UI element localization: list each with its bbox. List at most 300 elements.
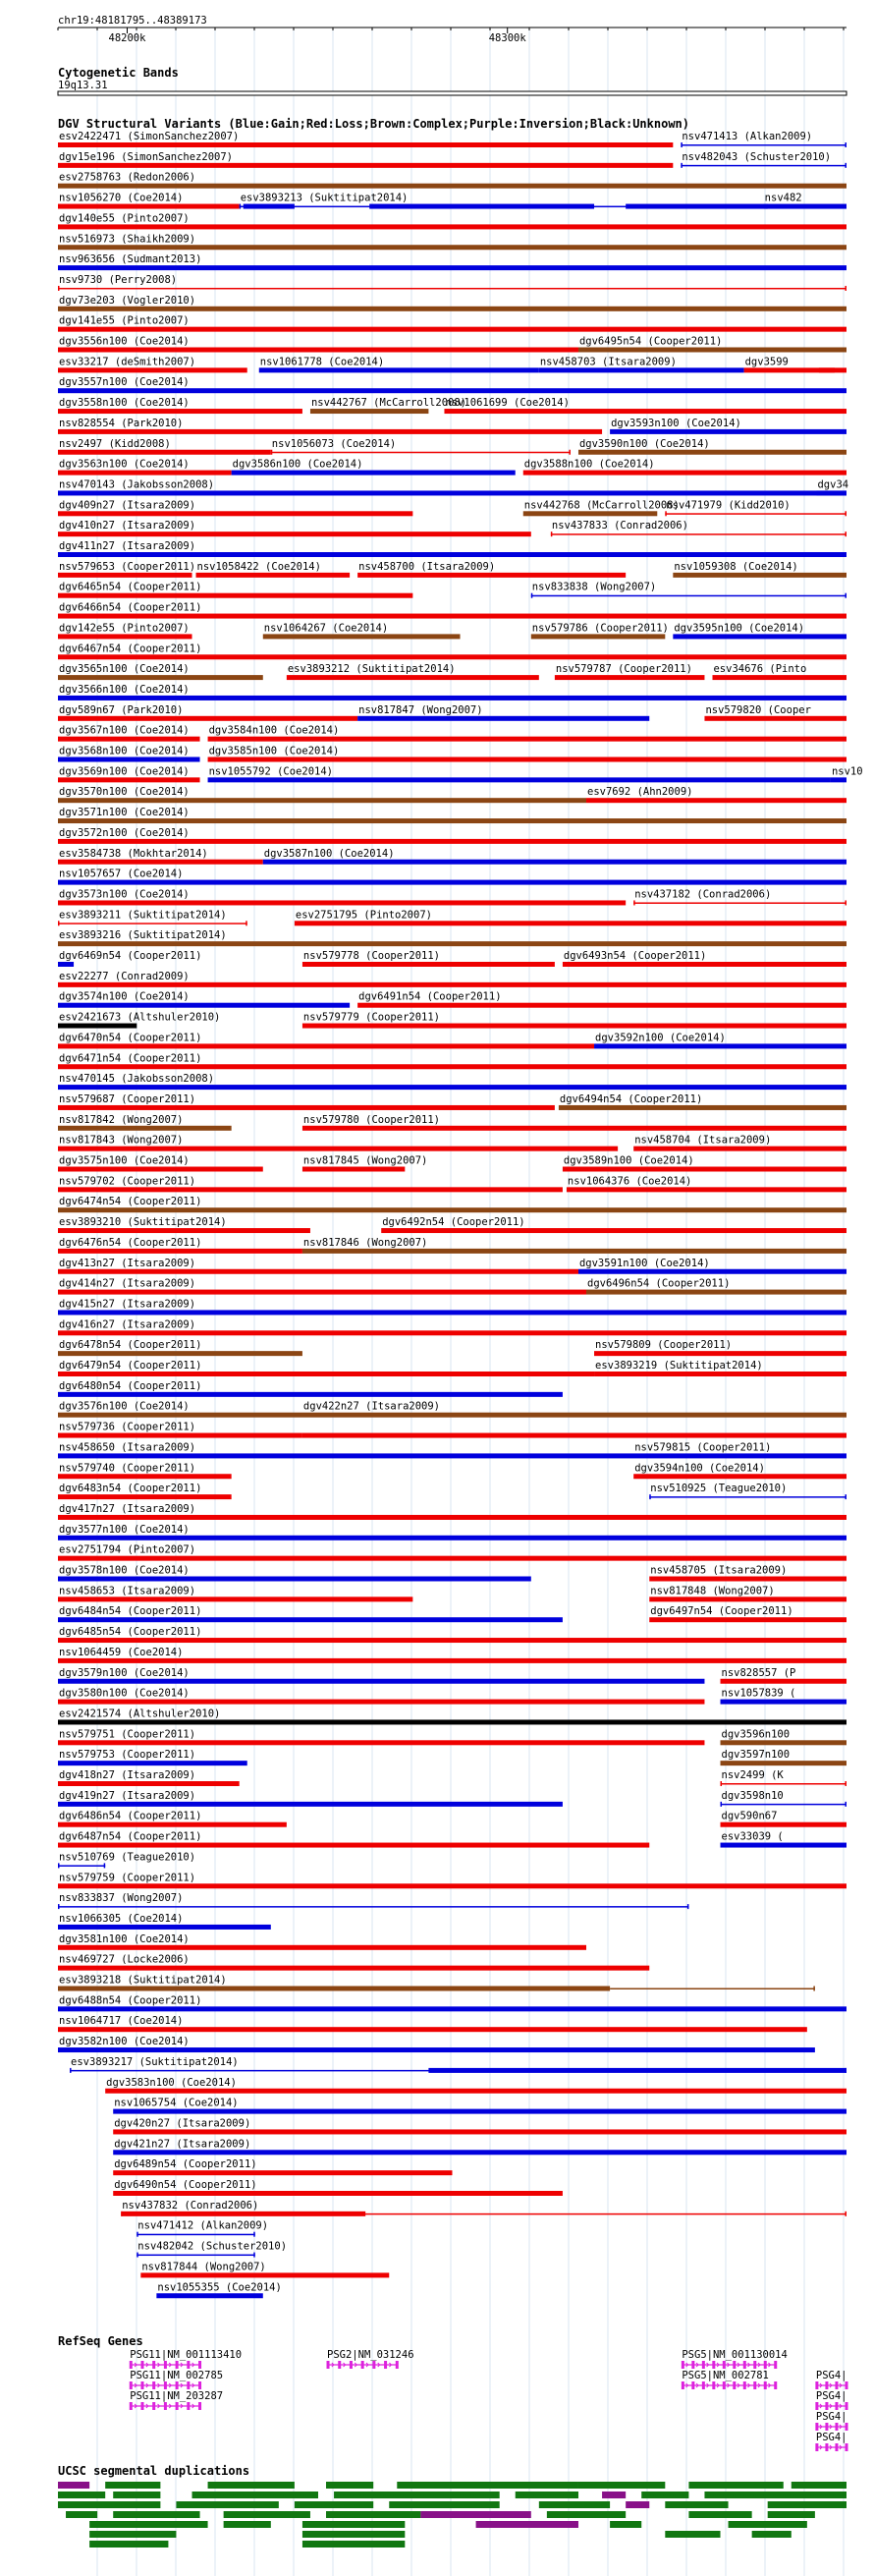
sv-feature-nsv579815-cooper2011[interactable]: [634, 1441, 771, 1453]
sv-feature-dgv3588n100-coe2014[interactable]: [523, 459, 847, 476]
sv-feature-esv3893219-suktitipat2014[interactable]: [594, 1360, 847, 1376]
segdup-block[interactable]: [476, 2521, 578, 2528]
sv-bar: [58, 327, 847, 332]
sv-feature-nsv579753-cooper2011[interactable]: [58, 1749, 247, 1765]
sv-feature-dgv3558n100-coe2014[interactable]: [58, 397, 302, 414]
sv-feature-dgv3583n100-coe2014[interactable]: [105, 2077, 847, 2094]
sv-label: nsv471413 (Alkan2009): [682, 131, 813, 142]
sv-feature-nsv471413-alkan2009[interactable]: [681, 131, 847, 147]
sv-bar: [586, 798, 847, 803]
sv-feature-nsv833838-wong2007[interactable]: [531, 582, 847, 598]
sv-feature-dgv415n27-itsara2009[interactable]: [58, 1298, 847, 1315]
sv-feature-dgv6474n54-cooper2011[interactable]: [58, 1196, 847, 1212]
sv-feature-nsv579778-cooper2011[interactable]: [302, 950, 555, 967]
segdup-block[interactable]: [610, 2521, 641, 2528]
sv-feature-nsv833837-wong2007[interactable]: [58, 1892, 688, 1909]
sv-end-cap: [846, 163, 847, 168]
gene-exon: [140, 2381, 143, 2389]
sv-label: nsv579759 (Cooper2011): [59, 1872, 196, 1884]
cytoband-bar[interactable]: [58, 91, 847, 95]
sv-feature-esv3893210-suktitipat2014[interactable]: [58, 1216, 310, 1233]
sv-feature-dgv6470n54-cooper2011[interactable]: [58, 1032, 594, 1048]
sv-feature-dgv419n27-itsara2009[interactable]: [58, 1790, 563, 1807]
sv-feature-dgv3596n100[interactable]: [721, 1728, 847, 1745]
sv-feature-nsv437833-conrad2006[interactable]: [551, 520, 847, 536]
sv-feature-dgv6478n54-cooper2011[interactable]: [58, 1339, 302, 1356]
gene-psg11-nm-203287[interactable]: [130, 2390, 223, 2410]
sv-label: nsv817846 (Wong2007): [302, 1236, 428, 1249]
sv-bar: [58, 1024, 137, 1029]
sv-feature-dgv34[interactable]: [816, 478, 848, 495]
sv-feature-nsv1061699-coe2014[interactable]: [444, 397, 847, 414]
sv-block: [121, 2212, 365, 2216]
sv-feature-esv2758763-redon2006[interactable]: [58, 172, 847, 189]
segdup-block[interactable]: [547, 2511, 626, 2518]
sv-feature-nsv471412-alkan2009[interactable]: [137, 2220, 268, 2237]
sv-feature-nsv482[interactable]: [764, 193, 847, 209]
sv-feature-dgv6490n54-cooper2011[interactable]: [113, 2179, 563, 2196]
sv-feature-dgv6471n54-cooper2011[interactable]: [58, 1052, 847, 1069]
segdup-block[interactable]: [578, 2482, 665, 2489]
sv-feature-nsv10[interactable]: [831, 765, 863, 782]
sv-label: nsv458653 (Itsara2009): [59, 1585, 196, 1597]
segdup-block[interactable]: [688, 2511, 751, 2518]
sv-feature-nsv482042-schuster2010[interactable]: [137, 2241, 287, 2258]
gene-exon: [825, 2423, 828, 2431]
segdup-block[interactable]: [58, 2501, 160, 2508]
gene-psg5-nm-001130014[interactable]: [682, 2349, 788, 2369]
sv-feature-nsv9730-perry2008[interactable]: [58, 274, 847, 291]
sv-feature-nsv579809-cooper2011[interactable]: [594, 1339, 847, 1356]
segdup-block[interactable]: [752, 2531, 792, 2538]
sv-feature-dgv3565n100-coe2014[interactable]: [58, 663, 263, 680]
segdup-block[interactable]: [89, 2531, 176, 2538]
sv-feature-nsv1059308-coe2014[interactable]: [673, 561, 847, 578]
sv-feature-dgv589n67-park2010[interactable]: [58, 704, 357, 721]
sv-label: dgv590n67: [721, 1810, 778, 1822]
sv-label: nsv1059308 (Coe2014): [674, 560, 798, 573]
sv-feature-nsv2499-k[interactable]: [721, 1769, 847, 1786]
segdup-block[interactable]: [208, 2482, 295, 2489]
sv-feature-dgv421n27-itsara2009[interactable]: [113, 2138, 847, 2155]
sv-feature-nsv2497-kidd2008[interactable]: [58, 438, 271, 455]
segdup-block[interactable]: [704, 2492, 847, 2498]
segdup-block[interactable]: [768, 2501, 847, 2508]
sv-feature-dgv6488n54-cooper2011[interactable]: [58, 1994, 847, 2011]
sv-feature-dgv140e55-pinto2007[interactable]: [58, 212, 847, 229]
sv-bar: [58, 367, 247, 372]
sv-feature-dgv3577n100-coe2014[interactable]: [58, 1524, 847, 1540]
sv-feature-nsv579740-cooper2011[interactable]: [58, 1462, 232, 1479]
sv-feature-nsv828554-park2010[interactable]: [58, 418, 602, 434]
sv-line: [551, 533, 847, 535]
sv-end-cap: [649, 1494, 651, 1499]
sv-label: dgv6495n54 (Cooper2011): [578, 335, 723, 348]
sv-feature-dgv3570n100-coe2014[interactable]: [58, 786, 586, 803]
sv-feature-item[interactable]: [302, 1433, 847, 1438]
sv-feature-dgv3587n100-coe2014[interactable]: [263, 848, 847, 865]
sv-feature-dgv3576n100-coe2014[interactable]: [58, 1401, 847, 1418]
sv-label: nsv833838 (Wong2007): [531, 581, 657, 593]
sv-feature-nsv471979-kidd2010[interactable]: [665, 499, 847, 516]
sv-label: esv2422471 (SimonSanchez2007): [59, 131, 240, 142]
sv-feature-dgv6486n54-cooper2011[interactable]: [58, 1811, 287, 1827]
sv-feature-esv3893216-suktitipat2014[interactable]: [58, 929, 847, 946]
sv-label: dgv3568n100 (Coe2014): [59, 745, 190, 757]
segdup-block[interactable]: [334, 2492, 500, 2498]
sv-feature-dgv6465n54-cooper2011[interactable]: [58, 582, 412, 598]
sv-feature-dgv6491n54-cooper2011[interactable]: [357, 991, 847, 1008]
segdup-block[interactable]: [192, 2492, 318, 2498]
sv-feature-nsv579687-cooper2011[interactable]: [58, 1093, 555, 1110]
refseq-track[interactable]: [58, 2334, 848, 2451]
segdup-block[interactable]: [768, 2511, 815, 2518]
sv-feature-dgv6487n54-cooper2011[interactable]: [58, 1831, 649, 1848]
sv-feature-nsv458705-itsara2009[interactable]: [649, 1565, 847, 1582]
gene-psg11-nm-001113410[interactable]: [130, 2349, 242, 2369]
sv-feature-dgv6494n54-cooper2011[interactable]: [559, 1093, 847, 1110]
sv-label: nsv828554 (Park2010): [59, 417, 184, 429]
sv-feature-nsv442767-mccarroll2008[interactable]: [310, 397, 466, 414]
gene-exon: [372, 2361, 375, 2369]
sv-feature-dgv3572n100-coe2014[interactable]: [58, 827, 847, 844]
sv-feature-nsv470145-jakobsson2008[interactable]: [58, 1073, 847, 1090]
sv-feature-dgv6467n54-cooper2011[interactable]: [58, 643, 847, 659]
sv-feature-nsv510769-teague2010[interactable]: [58, 1851, 195, 1868]
sv-label: esv34676 (Pinto: [713, 663, 807, 676]
sv-feature-dgv3598n10[interactable]: [721, 1790, 847, 1807]
sv-feature-dgv3568n100-coe2014[interactable]: [58, 746, 200, 762]
sv-label: nsv442767 (McCarroll2008): [310, 397, 467, 410]
sv-end-cap: [846, 2212, 847, 2216]
gene-label: PSG11|NM_002785: [130, 2370, 224, 2381]
gene-exon: [152, 2402, 155, 2410]
sv-label: dgv6479n54 (Cooper2011): [59, 1360, 202, 1372]
sv-feature-dgv3586n100-coe2014[interactable]: [232, 459, 516, 476]
segdup-block[interactable]: [224, 2521, 271, 2528]
sv-feature-dgv590n67[interactable]: [721, 1811, 847, 1827]
segdup-block[interactable]: [641, 2492, 688, 2498]
sv-end-cap: [846, 1802, 847, 1807]
sv-feature-nsv1055355-coe2014[interactable]: [156, 2281, 281, 2298]
sv-feature-esv33039[interactable]: [721, 1831, 847, 1848]
sv-feature-dgv6497n54-cooper2011[interactable]: [649, 1605, 847, 1622]
segdup-block[interactable]: [539, 2501, 610, 2508]
segdup-block[interactable]: [729, 2521, 807, 2528]
sv-feature-nsv579736-cooper2011[interactable]: [58, 1422, 302, 1438]
sv-feature-dgv6476n54-cooper2011[interactable]: [58, 1237, 302, 1254]
sv-feature-dgv6483n54-cooper2011[interactable]: [58, 1483, 232, 1499]
sv-feature-dgv3567n100-coe2014[interactable]: [58, 725, 200, 742]
sv-feature-dgv3557n100-coe2014[interactable]: [58, 376, 847, 393]
sv-bar: [58, 1577, 531, 1582]
sv-feature-esv2421673-altshuler2010[interactable]: [58, 1012, 220, 1029]
sv-bar: [58, 204, 240, 209]
sv-feature-dgv6469n54-cooper2011[interactable]: [58, 950, 201, 967]
sv-feature-nsv817845-wong2007[interactable]: [302, 1155, 427, 1172]
sv-feature-dgv3573n100-coe2014[interactable]: [58, 888, 626, 905]
sv-feature-dgv3594n100-coe2014[interactable]: [633, 1462, 847, 1479]
sv-label: nsv516973 (Shaikh2009): [59, 233, 196, 246]
sv-feature-nsv1064459-coe2014[interactable]: [58, 1647, 847, 1663]
sv-feature-dgv3595n100-coe2014[interactable]: [673, 622, 847, 639]
segdup-block[interactable]: [58, 2482, 89, 2489]
sv-feature-dgv3574n100-coe2014[interactable]: [58, 991, 350, 1008]
sv-feature-dgv3591n100-coe2014[interactable]: [578, 1258, 847, 1274]
sv-feature-esv2422471-simonsanchez2007[interactable]: [58, 131, 673, 147]
sv-bar: [263, 634, 461, 639]
sv-label: dgv6486n54 (Cooper2011): [59, 1810, 202, 1822]
sv-feature-esv3584738-mokhtar2014[interactable]: [58, 848, 263, 865]
segdup-block[interactable]: [420, 2511, 530, 2518]
gene-exon: [835, 2443, 838, 2451]
sv-feature-nsv817844-wong2007[interactable]: [140, 2261, 389, 2277]
sv-feature-nsv828557-p[interactable]: [721, 1667, 847, 1684]
sv-feature-esv22277-conrad2009[interactable]: [58, 971, 847, 987]
sv-bar: [58, 614, 847, 619]
gene-label: PSG5|NM_001130014: [682, 2349, 788, 2361]
sv-feature-nsv579786-cooper2011[interactable]: [531, 622, 669, 639]
sv-feature-nsv1056073-coe2014[interactable]: [271, 438, 571, 455]
sv-end-cap: [681, 163, 683, 168]
sv-label: nsv437832 (Conrad2006): [122, 2199, 259, 2212]
sv-bar: [58, 1330, 847, 1335]
sv-bar: [357, 716, 649, 721]
sv-label: dgv6488n54 (Cooper2011): [59, 1994, 202, 2007]
sv-label: dgv3570n100 (Coe2014): [59, 786, 190, 799]
sv-feature-nsv437832-conrad2006[interactable]: [121, 2200, 847, 2216]
sv-feature-nsv1064717-coe2014[interactable]: [58, 2015, 807, 2032]
sv-feature-nsv458703-itsara2009[interactable]: [539, 356, 744, 372]
sv-feature-nsv516973-shaikh2009[interactable]: [58, 233, 847, 250]
segdup-block[interactable]: [326, 2482, 373, 2489]
sv-feature-nsv437182-conrad2006[interactable]: [633, 888, 847, 905]
segdup-block[interactable]: [176, 2501, 278, 2508]
gene-psg5-nm-002781[interactable]: [682, 2370, 777, 2389]
sv-feature-dgv15e196-simonsanchez2007[interactable]: [58, 151, 673, 168]
sv-feature-esv2751794-pinto2007[interactable]: [58, 1544, 847, 1561]
segdup-block[interactable]: [295, 2501, 373, 2508]
sv-feature-dgv416n27-itsara2009[interactable]: [58, 1318, 847, 1335]
sv-feature-nsv579653-cooper2011[interactable]: [58, 561, 195, 578]
sv-feature-nsv470143-jakobsson2008[interactable]: [58, 478, 847, 495]
sv-bar: [712, 675, 847, 680]
sv-feature-dgv3556n100-coe2014[interactable]: [58, 336, 578, 353]
segdup-block[interactable]: [389, 2501, 499, 2508]
sv-feature-esv7692-ahn2009[interactable]: [586, 786, 847, 803]
segdup-track[interactable]: [58, 2464, 847, 2548]
sv-feature-nsv579702-cooper2011[interactable]: [58, 1175, 563, 1192]
segdup-block[interactable]: [665, 2501, 728, 2508]
sv-feature-dgv409n27-itsara2009[interactable]: [58, 499, 412, 516]
sv-feature-dgv3563n100-coe2014[interactable]: [58, 459, 232, 476]
sv-feature-dgv6496n54-cooper2011[interactable]: [586, 1278, 847, 1295]
gene-exon: [691, 2381, 694, 2389]
segdup-block[interactable]: [792, 2482, 847, 2489]
gene-exon: [682, 2361, 684, 2369]
sv-feature-dgv6485n54-cooper2011[interactable]: [58, 1626, 847, 1643]
sv-feature-nsv1066305-coe2014[interactable]: [58, 1913, 271, 1930]
sv-feature-dgv6484n54-cooper2011[interactable]: [58, 1605, 563, 1622]
sv-feature-nsv817847-wong2007[interactable]: [357, 704, 649, 721]
sv-feature-dgv6489n54-cooper2011[interactable]: [113, 2158, 452, 2175]
sv-feature-dgv3585n100-coe2014[interactable]: [208, 746, 847, 762]
sv-label: nsv9730 (Perry2008): [59, 273, 178, 286]
sv-feature-nsv469727-locke2006[interactable]: [58, 1954, 649, 1971]
sv-feature-dgv6495n54-cooper2011[interactable]: [578, 336, 847, 353]
sv-feature-nsv1057657-coe2014[interactable]: [58, 868, 847, 885]
segdup-block[interactable]: [302, 2541, 405, 2548]
sv-feature-dgv3569n100-coe2014[interactable]: [58, 765, 200, 782]
sv-feature-dgv141e55-pinto2007[interactable]: [58, 315, 847, 332]
sv-feature-dgv411n27-itsara2009[interactable]: [58, 540, 847, 557]
sv-feature-nsv1055792-coe2014[interactable]: [208, 765, 831, 782]
sv-bar: [721, 1679, 847, 1684]
sv-bar: [58, 1372, 594, 1376]
sv-feature-dgv418n27-itsara2009[interactable]: [58, 1769, 240, 1786]
sv-feature-dgv6492n54-cooper2011[interactable]: [381, 1216, 847, 1233]
dgv-track[interactable]: [58, 117, 863, 2298]
sv-label: dgv6478n54 (Cooper2011): [59, 1339, 202, 1352]
sv-feature-dgv6479n54-cooper2011[interactable]: [58, 1360, 594, 1376]
sv-bar: [58, 224, 847, 229]
sv-feature-nsv817842-wong2007[interactable]: [58, 1114, 232, 1131]
sv-feature-dgv6466n54-cooper2011[interactable]: [58, 602, 847, 619]
sv-feature-nsv963656-sudmant2013[interactable]: [58, 253, 847, 270]
sv-feature-dgv422n27-itsara2009[interactable]: [303, 1401, 440, 1413]
sv-feature-nsv458700-itsara2009[interactable]: [357, 561, 626, 578]
sv-feature-esv2421574-altshuler2010[interactable]: [58, 1708, 847, 1724]
sv-bar: [721, 1843, 847, 1848]
sv-feature-nsv817848-wong2007[interactable]: [649, 1585, 847, 1601]
sv-feature-dgv3581n100-coe2014[interactable]: [58, 1933, 586, 1950]
sv-feature-nsv579787-cooper2011[interactable]: [555, 663, 705, 680]
sv-feature-nsv579759-cooper2011[interactable]: [58, 1872, 847, 1888]
sv-label: nsv579653 (Cooper2011): [59, 560, 196, 573]
refseq-genes: [130, 2349, 848, 2451]
segdup-block[interactable]: [302, 2531, 405, 2538]
sv-bar: [259, 367, 539, 372]
segdup-block[interactable]: [665, 2531, 720, 2538]
sv-feature-nsv482043-schuster2010[interactable]: [681, 151, 847, 168]
sv-feature-nsv817843-wong2007[interactable]: [58, 1135, 618, 1151]
segdup-block[interactable]: [516, 2492, 578, 2498]
sv-feature-dgv3582n100-coe2014[interactable]: [58, 2036, 815, 2052]
segdup-block[interactable]: [688, 2482, 783, 2489]
sv-feature-dgv420n27-itsara2009[interactable]: [113, 2117, 847, 2134]
sv-feature-dgv142e55-pinto2007[interactable]: [58, 622, 192, 639]
sv-feature-nsv442768-mccarroll2008[interactable]: [523, 499, 680, 516]
segdup-block[interactable]: [326, 2511, 420, 2518]
sv-feature-nsv458704-itsara2009[interactable]: [633, 1135, 847, 1151]
gene-exon: [702, 2381, 705, 2389]
sv-feature-nsv1056270-coe2014[interactable]: [58, 193, 240, 209]
sv-feature-esv2751795-pinto2007[interactable]: [295, 909, 847, 925]
segdup-block[interactable]: [89, 2541, 168, 2548]
sv-feature-nsv1064267-coe2014[interactable]: [263, 622, 461, 639]
sv-bar: [58, 1453, 847, 1458]
sv-feature-nsv579820-cooper[interactable]: [704, 704, 847, 721]
sv-feature-esv3893213-suktitipat2014[interactable]: [240, 193, 768, 209]
sv-feature-dgv3571n100-coe2014[interactable]: [58, 807, 847, 823]
sv-feature-nsv1061778-coe2014[interactable]: [259, 356, 539, 372]
sv-feature-esv3893212-suktitipat2014[interactable]: [287, 663, 539, 680]
sv-feature-dgv414n27-itsara2009[interactable]: [58, 1278, 586, 1295]
gene-psg11-nm-002785[interactable]: [130, 2370, 223, 2389]
segdup-block[interactable]: [89, 2521, 207, 2528]
segdup-block[interactable]: [113, 2492, 160, 2498]
sv-feature-dgv413n27-itsara2009[interactable]: [58, 1258, 578, 1274]
segdup-block[interactable]: [105, 2482, 160, 2489]
sv-feature-dgv3599[interactable]: [744, 356, 847, 372]
segdup-block[interactable]: [397, 2482, 578, 2489]
sv-label: nsv1058422 (Coe2014): [196, 560, 321, 573]
sv-feature-dgv3590n100-coe2014[interactable]: [578, 438, 847, 455]
sv-feature-esv33217-desmith2007[interactable]: [58, 356, 247, 372]
sv-feature-dgv3566n100-coe2014[interactable]: [58, 684, 847, 700]
sv-feature-dgv3592n100-coe2014[interactable]: [594, 1032, 847, 1048]
sv-label: dgv34: [817, 478, 849, 491]
sv-feature-dgv410n27-itsara2009[interactable]: [58, 520, 531, 536]
sv-label: nsv437833 (Conrad2006): [551, 520, 688, 532]
sv-feature-nsv458653-itsara2009[interactable]: [58, 1585, 412, 1601]
sv-feature-dgv3597n100[interactable]: [721, 1749, 847, 1765]
segdup-block[interactable]: [58, 2492, 105, 2498]
sv-feature-dgv3584n100-coe2014[interactable]: [208, 725, 847, 742]
sv-label: dgv3576n100 (Coe2014): [59, 1400, 190, 1413]
sv-feature-nsv1058422-coe2014[interactable]: [196, 561, 351, 578]
sv-feature-dgv3593n100-coe2014[interactable]: [610, 418, 847, 434]
sv-feature-nsv510925-teague2010[interactable]: [649, 1483, 847, 1499]
sv-label: nsv469727 (Locke2006): [59, 1953, 190, 1966]
gene-exon: [825, 2381, 828, 2389]
gene-psg2-nm-031246[interactable]: [327, 2349, 414, 2369]
sv-feature-nsv1065754-coe2014[interactable]: [113, 2098, 847, 2114]
sv-feature-dgv6480n54-cooper2011[interactable]: [58, 1380, 563, 1397]
sv-label: dgv419n27 (Itsara2009): [59, 1789, 196, 1802]
segdup-block[interactable]: [113, 2511, 199, 2518]
sv-bar: [58, 654, 847, 659]
gene-exon: [164, 2361, 167, 2369]
segdup-block[interactable]: [66, 2511, 97, 2518]
sv-feature-dgv73e203-vogler2010[interactable]: [58, 295, 847, 311]
sv-bar: [764, 204, 847, 209]
sv-feature-esv3893217-suktitipat2014[interactable]: [70, 2056, 847, 2073]
segdup-block[interactable]: [302, 2521, 405, 2528]
gene-exon: [815, 2423, 818, 2431]
sv-label: nsv817848 (Wong2007): [650, 1585, 775, 1597]
sv-bar: [58, 1843, 649, 1848]
sv-bar: [58, 737, 200, 742]
sv-feature-dgv417n27-itsara2009[interactable]: [58, 1503, 847, 1520]
sv-bar: [58, 1802, 563, 1807]
sv-bar: [302, 1433, 847, 1438]
segdup-block[interactable]: [602, 2492, 626, 2498]
sv-feature-dgv3578n100-coe2014[interactable]: [58, 1565, 531, 1582]
gene-exon: [774, 2361, 777, 2369]
sv-feature-dgv3575n100-coe2014[interactable]: [58, 1155, 263, 1172]
sv-feature-esv3893218-suktitipat2014[interactable]: [58, 1975, 815, 1991]
sv-feature-nsv1057839[interactable]: [721, 1688, 847, 1705]
sv-bar: [58, 348, 578, 353]
sv-feature-esv3893211-suktitipat2014[interactable]: [58, 909, 247, 925]
sv-bar: [208, 777, 831, 782]
sv-bar: [58, 1187, 563, 1192]
segdup-block[interactable]: [626, 2501, 649, 2508]
sv-bar: [58, 2006, 847, 2011]
sv-feature-esv34676-pinto[interactable]: [712, 663, 847, 680]
segdup-block[interactable]: [224, 2511, 310, 2518]
